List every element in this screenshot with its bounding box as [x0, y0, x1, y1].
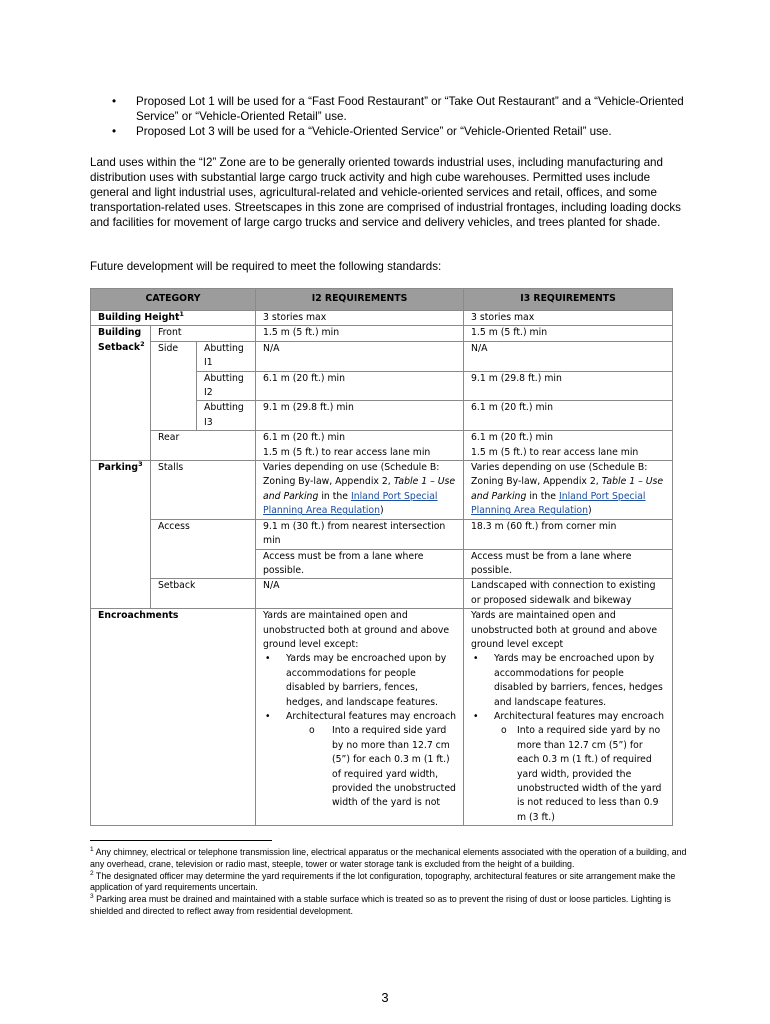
table-cell: Access must be from a lane where possible. — [464, 549, 673, 579]
table-cell: 9.1 m (30 ft.) from nearest intersection min — [256, 519, 464, 549]
table-cell: 18.3 m (60 ft.) from corner min — [464, 519, 673, 549]
side-label: Side — [151, 341, 197, 430]
stalls-label: Stalls — [151, 461, 256, 520]
requirements-table — [90, 288, 673, 826]
table-row — [91, 341, 673, 371]
header-category: CATEGORY — [91, 289, 256, 311]
footnote: $^1$ Any chimney, electrical or telephone transmission line, electrical apparatus or the mechanical elements associated with the operation of a building, and any overhead, crane, television or radio mast, steeple, tower or water storage tank is excluded from the height of a building. — [90, 846, 687, 869]
footnote: $^3$ Parking area must be drained and maintained with a stable surface which is treated so as to prevent the rising of dust or loose particles. Lighting is shielded and directed to reflect away from residential development. — [90, 893, 671, 916]
table-cell: 6.1 m (20 ft.) min — [464, 401, 673, 431]
bullet-icon: • — [112, 95, 117, 108]
bullet-icon: • — [473, 653, 479, 665]
table-cell: 6.1 m (20 ft.) min — [256, 371, 464, 401]
footnote: $^2$ The designated officer may determine the yard requirements if the lot configuration, topography, architectural features or site arrangement make the application of yard requirements uncertain. — [90, 869, 676, 893]
table-cell: Access must be from a lane where possible. — [256, 549, 464, 579]
building-height-label: Building Height$^1$ — [91, 311, 256, 326]
inland-port-regulation-link[interactable]: Inland Port Special Planning Area Regulation — [471, 490, 646, 517]
table-cell: Yards are maintained open and unobstructed both at ground and above ground level except • Yards may be encroached upon by accommodations for people disabled by barriers, fences, hedges and landscape features. • Architectural features may encroach o Into a required side yard by no more than 12.7 cm (5”) for each 0.3 m (1 ft.) of required yard width, provided the unobstructed width of the yard is not reduced to less than 0.9 m (3 ft.) — [464, 609, 673, 826]
table-cell: 3 stories max — [256, 311, 464, 326]
encroachments-label: Encroachments — [91, 609, 256, 826]
table-row — [91, 609, 673, 826]
table-row — [91, 326, 673, 341]
table-cell: 1.5 m (5 ft.) min — [464, 326, 673, 341]
circle-bullet-icon: o — [309, 725, 315, 737]
table-cell: Yards are maintained open and unobstructed both at ground and above ground level except: • Yards may be encroached upon by accommodations for people disabled by barriers, fences, hedges, and landscape features. • Architectural features may encroach o Into a required side yard by no more than 12.7 cm (5”) for each 0.3 m (1 ft.) of required yard width, provided the unobstructed width of the yard is not — [256, 609, 464, 826]
page-number: 3 — [381, 990, 389, 1005]
table-row — [91, 461, 673, 520]
table-cell: Varies depending on use (Schedule B: Zoning By-law, Appendix 2, Table 1 – Use and Parking in the Inland Port Special Planning Area Regulation) — [464, 461, 673, 520]
parking-setback-label: Setback — [151, 579, 256, 609]
inland-port-regulation-link[interactable]: Inland Port Special Planning Area Regulation — [263, 490, 438, 517]
table-row — [91, 519, 673, 549]
access-label: Access — [151, 519, 256, 579]
front-label: Front — [151, 326, 256, 341]
list-item: • Proposed Lot 1 will be used for a “Fast Food Restaurant” or “Take Out Restaurant” and a “Vehicle-Oriented Service” or “Vehicle-Oriented Retail” use. — [112, 95, 684, 123]
table-cell: 3 stories max — [464, 311, 673, 326]
table-cell: 9.1 m (29.8 ft.) min — [464, 371, 673, 401]
table-cell: 6.1 m (20 ft.) min 1.5 m (5 ft.) to rear access lane min — [464, 431, 673, 461]
table-row — [91, 431, 673, 461]
footnotes — [90, 847, 690, 918]
zone-description-paragraph: Land uses within the “I2” Zone are to be generally oriented towards industrial uses, including manufacturing and distribution uses with substantial large cargo truck activity and high cube warehouses. Permitted uses include general and light industrial uses, agricultural-related and vehicle-oriented services and retail, offices, and some transportation-related uses. Streetscapes in this zone are comprised of industrial frontages, including loading docks and facilities for movement of large cargo trucks and service and delivery vehicles, and trees planted for shade. — [90, 156, 681, 229]
bullet-icon: • — [265, 653, 271, 665]
proposed-lots-list — [90, 94, 690, 139]
table-cell: 9.1 m (29.8 ft.) min — [256, 401, 464, 431]
table-cell: 6.1 m (20 ft.) min 1.5 m (5 ft.) to rear access lane min — [256, 431, 464, 461]
abutting-i3-label: Abutting I3 — [197, 401, 256, 431]
rear-label: Rear — [151, 431, 256, 461]
header-i3: I3 REQUIREMENTS — [464, 289, 673, 311]
table-cell: N/A — [464, 341, 673, 371]
bullet-icon: • — [265, 710, 271, 722]
abutting-i1-label: Abutting I1 — [197, 341, 256, 371]
list-item: • Proposed Lot 3 will be used for a “Vehicle-Oriented Service” or “Vehicle-Oriented Retail” use. — [112, 125, 612, 138]
standards-intro: Future development will be required to meet the following standards: — [90, 260, 442, 273]
table-cell: N/A — [256, 579, 464, 609]
footnote-divider — [90, 840, 272, 841]
abutting-i2-label: Abutting I2 — [197, 371, 256, 401]
header-i2: I2 REQUIREMENTS — [256, 289, 464, 311]
table-cell: Landscaped with connection to existing or proposed sidewalk and bikeway — [464, 579, 673, 609]
bullet-icon: • — [473, 710, 479, 722]
table-row — [91, 311, 673, 326]
table-cell: 1.5 m (5 ft.) min — [256, 326, 464, 341]
table-cell: Varies depending on use (Schedule B: Zoning By-law, Appendix 2, Table 1 – Use and Parking in the Inland Port Special Planning Area Regulation) — [256, 461, 464, 520]
table-row — [91, 579, 673, 609]
circle-bullet-icon: o — [501, 725, 507, 737]
table-cell: N/A — [256, 341, 464, 371]
bullet-icon: • — [112, 125, 117, 138]
parking-label: Parking$^3$ — [91, 461, 151, 609]
building-setback-label: Building Setback$^2$ — [91, 326, 151, 461]
